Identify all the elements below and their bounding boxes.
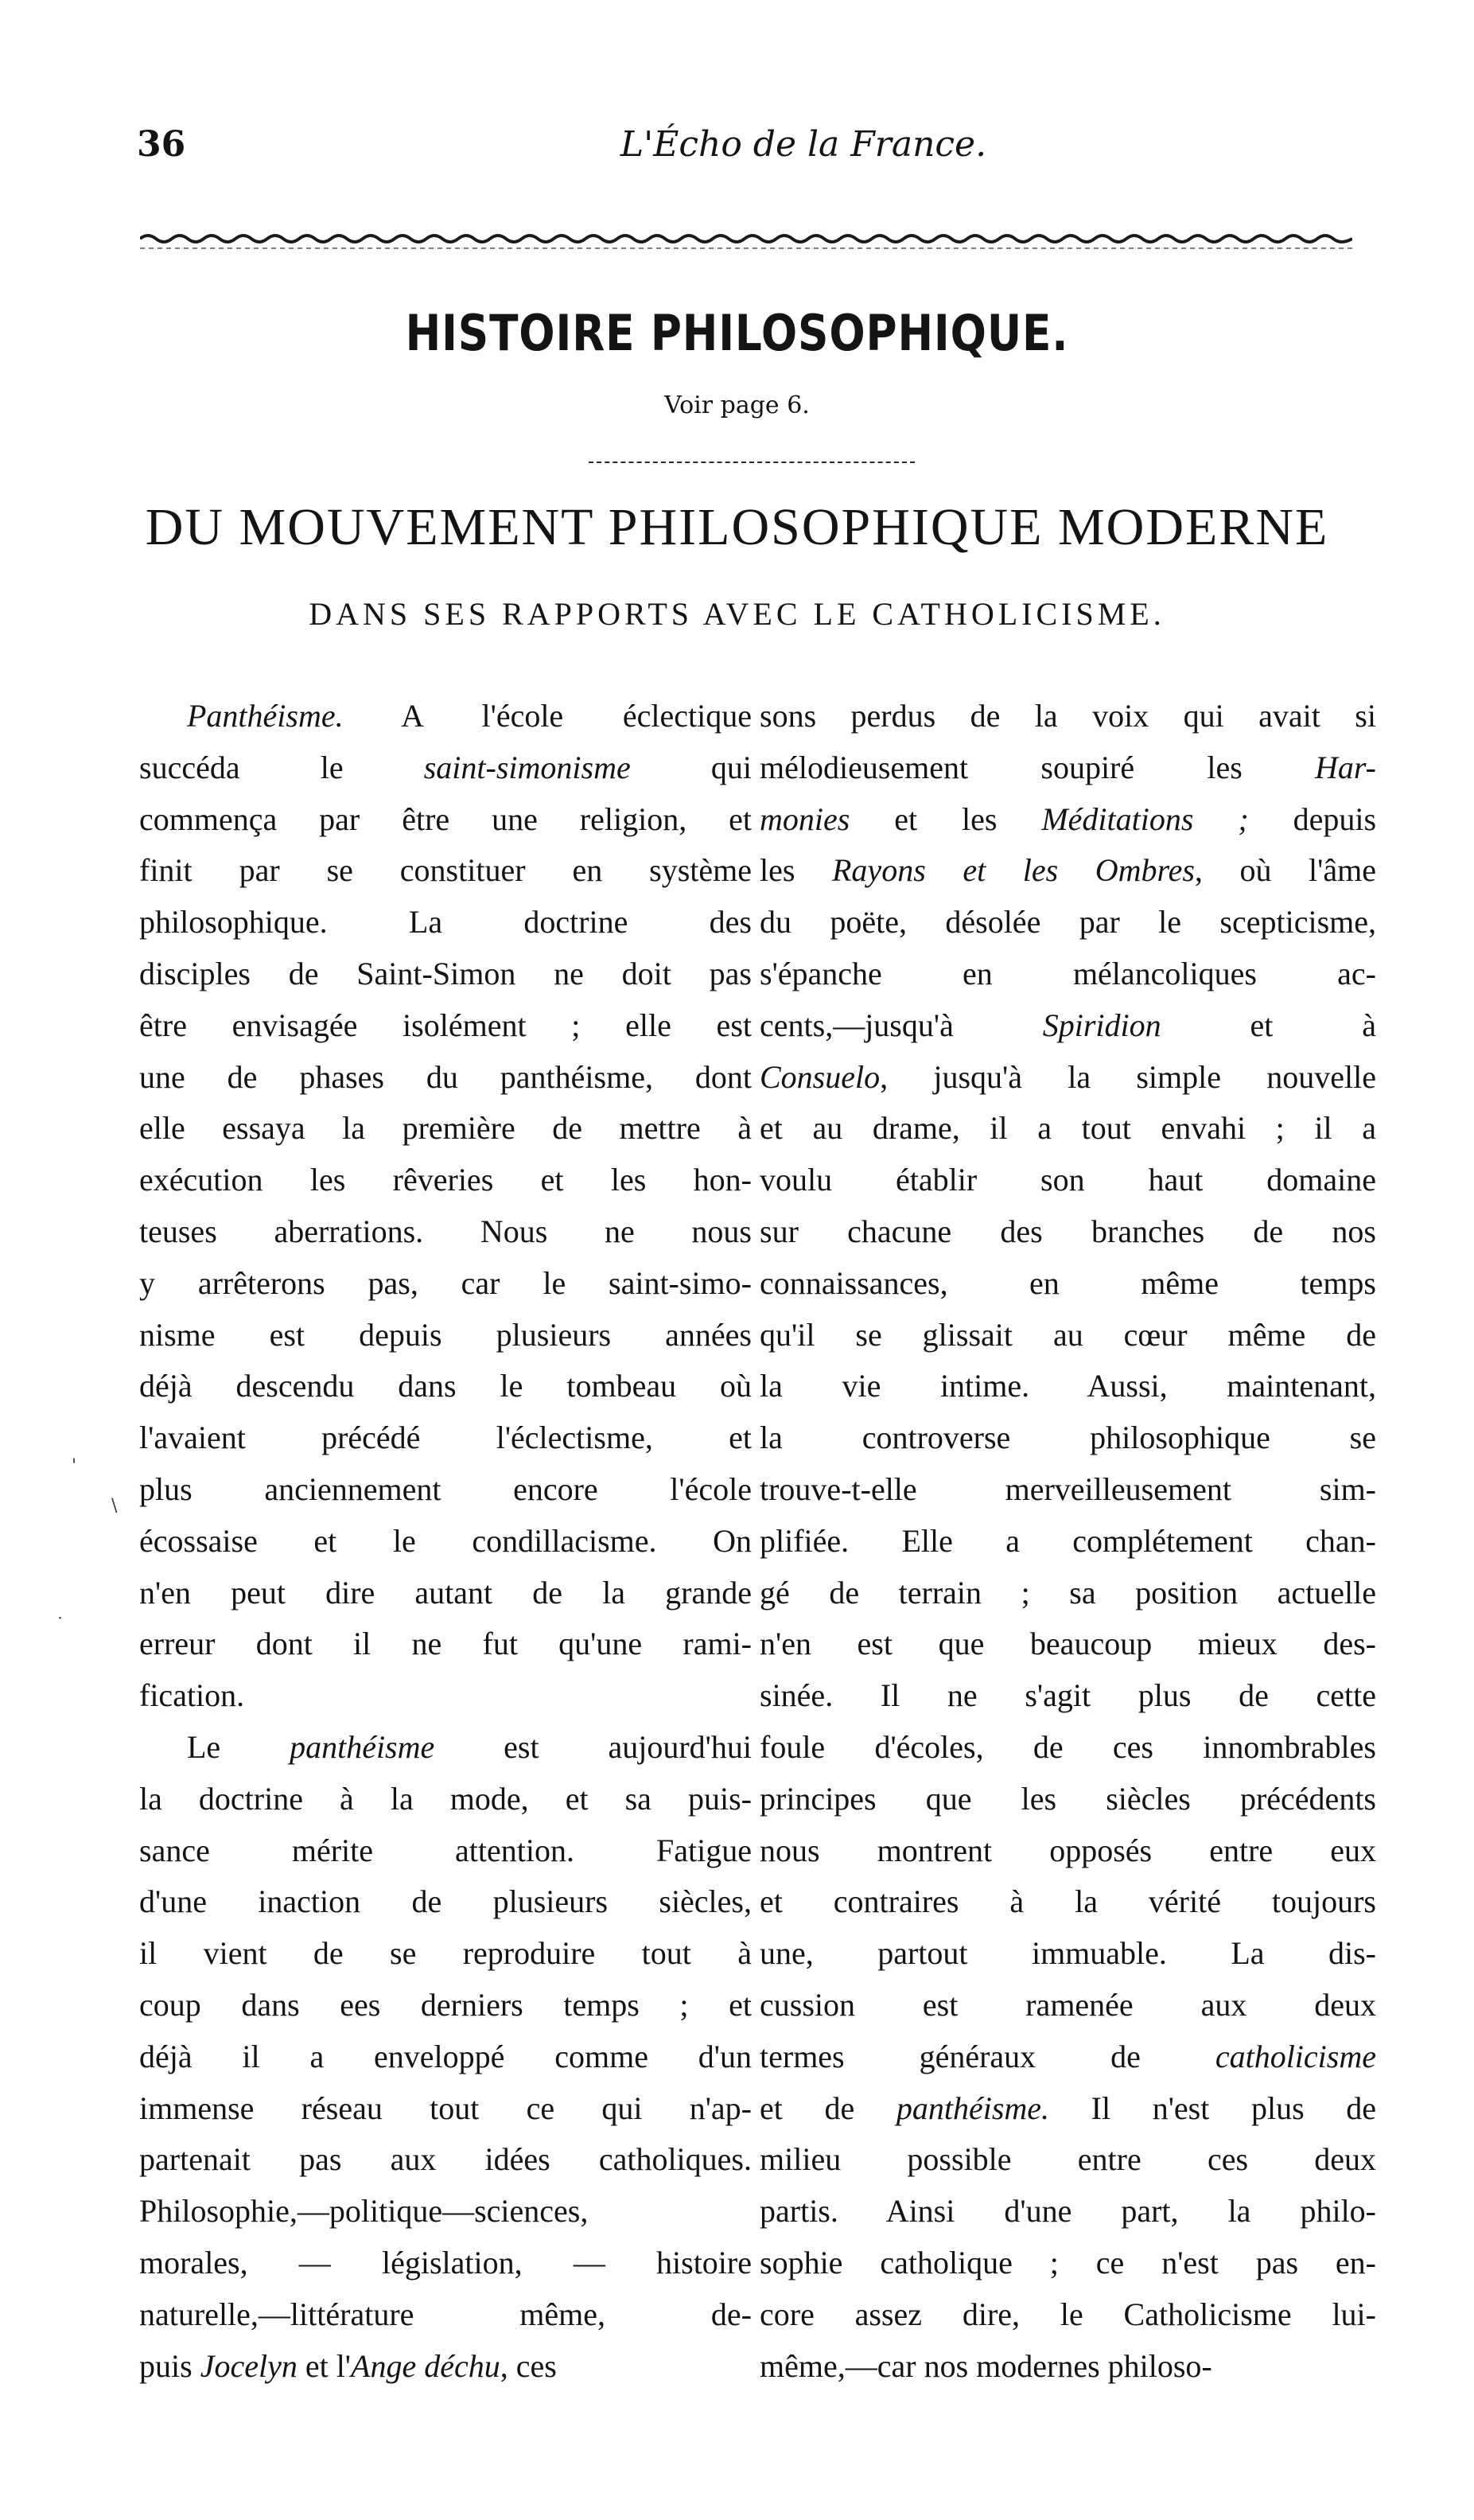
text-line: [139, 1052, 752, 1104]
text-line: [139, 1103, 752, 1155]
line-text: core assez dire, le Catholicisme lui-: [760, 2296, 1376, 2332]
line-text: une, partout immuable. La dis-: [760, 1935, 1376, 1972]
line-text: mélodieusement soupiré les: [760, 749, 1316, 785]
text-line: [139, 742, 752, 794]
article-title: DU MOUVEMENT PHILOSOPHIQUE MODERNE: [145, 498, 1329, 556]
line-text: teuses aberrations. Nous ne nous: [139, 1213, 752, 1249]
line-text: voulu établir son haut domaine: [760, 1162, 1376, 1198]
text-line: [760, 742, 1376, 794]
line-text: Le: [187, 1728, 290, 1765]
line-text: connaissances, en même temps: [760, 1264, 1376, 1301]
text-line: [760, 1980, 1376, 2031]
text-line: [760, 1928, 1376, 1980]
line-text: déjà descendu dans le tombeau où: [139, 1368, 752, 1404]
text-line: [139, 2031, 752, 2083]
line-text: sophie catholique ; ce n'est pas en-: [760, 2244, 1376, 2280]
ornamental-rule: [140, 228, 1352, 256]
text-line: [139, 1000, 752, 1052]
text-line: [139, 1412, 752, 1464]
line-text: la vie intime. Aussi, maintenant,: [760, 1368, 1376, 1404]
line-text: trouve-t-elle merveilleusement sim-: [760, 1470, 1376, 1507]
line-text: , jusqu'à la simple nouvelle: [880, 1058, 1376, 1095]
text-line: [139, 2289, 752, 2341]
line-text: nisme est depuis plusieurs années: [139, 1316, 752, 1353]
line-text: , où l'âme: [1194, 852, 1376, 889]
italic-text: Jocelyn: [200, 2347, 298, 2384]
line-text: succéda le: [139, 749, 424, 785]
right-column: [760, 691, 1376, 2392]
line-text: sur chacune des branches de nos: [760, 1213, 1376, 1249]
line-text: gé de terrain ; sa position actuelle: [760, 1574, 1376, 1611]
line-text: A l'école éclectique: [343, 698, 752, 734]
text-line: [760, 1722, 1376, 1774]
line-text: morales, — législation, — histoire: [139, 2244, 752, 2280]
page-number: 36: [137, 124, 186, 165]
text-line: [760, 1516, 1376, 1568]
text-line: [139, 1361, 752, 1412]
line-text: la controverse philosophique se: [760, 1420, 1376, 1456]
text-line: [760, 2289, 1376, 2341]
line-text: nous montrent opposés entre eux: [760, 1832, 1376, 1868]
text-line: [760, 2031, 1376, 2083]
stray-mark: ˙: [56, 1615, 64, 1635]
text-line: [139, 1670, 752, 1722]
line-text: coup dans ees derniers temps ; et: [139, 1986, 752, 2023]
text-line: [760, 1310, 1376, 1361]
stray-mark: ': [72, 1456, 77, 1476]
line-text: qui: [630, 749, 752, 785]
italic-text: panthéisme: [290, 1728, 435, 1765]
text-line: [760, 2238, 1376, 2289]
text-line: [760, 897, 1376, 948]
text-line: [139, 2238, 752, 2289]
line-text: qu'il se glissait au cœur même de: [760, 1316, 1376, 1353]
italic-text: Ange déchu: [351, 2347, 500, 2384]
text-line: [760, 1774, 1376, 1825]
line-text: du poëte, désolée par le scepticisme,: [760, 904, 1376, 941]
line-text: et au drame, il a tout envahi ; il a: [760, 1110, 1376, 1147]
text-line: [760, 1464, 1376, 1516]
line-text: même,—car nos modernes philoso-: [760, 2347, 1212, 2384]
text-line: [760, 1258, 1376, 1310]
text-line: [139, 1516, 752, 1568]
line-text: cents,—jusqu'à: [760, 1007, 1043, 1043]
line-text: d'une inaction de plusieurs siècles,: [139, 1883, 752, 1920]
line-text: sance mérite attention. Fatigue: [139, 1832, 752, 1868]
line-text: et les: [850, 800, 1042, 837]
text-line: [760, 1361, 1376, 1412]
text-line: [139, 845, 752, 897]
text-line: [139, 1980, 752, 2031]
line-text: elle essaya la première de mettre à: [139, 1110, 752, 1147]
line-text: milieu possible entre ces deux: [760, 2141, 1376, 2178]
text-line: [760, 1155, 1376, 1206]
line-text: philosophique. La doctrine des: [139, 904, 752, 941]
running-title: L'Écho de la France.: [620, 124, 987, 165]
line-text: est aujourd'hui: [434, 1728, 752, 1765]
line-text: puis: [139, 2347, 200, 2384]
text-line: [139, 2341, 752, 2393]
text-line: [760, 1670, 1376, 1722]
text-line: [139, 1722, 752, 1774]
text-line: [760, 1618, 1376, 1670]
text-line: [139, 1825, 752, 1877]
text-line: [760, 691, 1376, 742]
article-subtitle: DANS SES RAPPORTS AVEC LE CATHOLICISME.: [309, 596, 1165, 632]
line-text: écossaise et le condillacisme. On: [139, 1522, 752, 1559]
text-line: [760, 1825, 1376, 1877]
text-line: [139, 1876, 752, 1928]
text-line: [760, 845, 1376, 897]
line-text: foule d'écoles, de ces innombrables: [760, 1728, 1376, 1765]
line-text: la doctrine à la mode, et sa puis-: [139, 1780, 752, 1817]
line-text: exécution les rêveries et les hon-: [139, 1162, 752, 1198]
line-text: , ces: [500, 2347, 557, 2384]
text-line: [139, 1928, 752, 1980]
line-text: naturelle,—littérature même, de-: [139, 2296, 752, 2332]
text-line: [139, 1206, 752, 1258]
text-line: [139, 948, 752, 1000]
italic-text: Panthéisme.: [187, 698, 344, 734]
line-text: disciples de Saint-Simon ne doit pas: [139, 955, 752, 991]
text-line: [760, 1103, 1376, 1155]
italic-text: catholicisme: [1215, 2038, 1376, 2074]
text-line: [760, 2186, 1376, 2238]
text-line: [139, 2134, 752, 2186]
text-line: [760, 1876, 1376, 1928]
text-line: [139, 2083, 752, 2135]
left-column: [139, 691, 752, 2392]
text-line: [760, 948, 1376, 1000]
italic-text: Har-: [1315, 749, 1376, 785]
line-text: et à: [1161, 1007, 1377, 1043]
line-text: partis. Ainsi d'une part, la philo-: [760, 2193, 1376, 2230]
text-line: [760, 2341, 1376, 2393]
line-text: erreur dont il ne fut qu'une rami-: [139, 1626, 752, 1662]
text-line: [760, 1568, 1376, 1619]
italic-text: Rayons et les Ombres: [832, 852, 1195, 889]
text-line: [139, 2186, 752, 2238]
text-line: [139, 897, 752, 948]
italic-text: Méditations ;: [1041, 800, 1249, 837]
text-line: [760, 1000, 1376, 1052]
text-line: [139, 1258, 752, 1310]
line-text: plus anciennement encore l'école: [139, 1470, 752, 1507]
line-text: y arrêterons pas, car le saint-simo-: [139, 1264, 752, 1301]
line-text: n'en peut dire autant de la grande: [139, 1574, 752, 1611]
text-line: [760, 1206, 1376, 1258]
text-line: [760, 2134, 1376, 2186]
line-text: finit par se constituer en système: [139, 852, 752, 889]
italic-text: monies: [760, 800, 850, 837]
line-text: Philosophie,—politique—sciences,: [139, 2193, 589, 2230]
line-text: être envisagée isolément ; elle est: [139, 1007, 752, 1043]
italic-text: saint-simonisme: [423, 749, 631, 785]
italic-text: panthéisme.: [896, 2090, 1050, 2126]
italic-text: Spiridion: [1042, 1007, 1161, 1043]
text-line: [139, 691, 752, 742]
text-line: [139, 1568, 752, 1619]
line-text: et l': [297, 2347, 352, 2384]
line-text: et contraires à la vérité toujours: [760, 1883, 1376, 1920]
line-text: immense réseau tout ce qui n'ap-: [139, 2090, 752, 2126]
line-text: fication.: [139, 1677, 245, 1714]
line-text: s'épanche en mélancoliques ac-: [760, 955, 1376, 991]
line-text: il vient de se reproduire tout à: [139, 1935, 752, 1972]
divider: [589, 462, 915, 465]
line-text: déjà il a enveloppé comme d'un: [139, 2038, 752, 2074]
line-text: sons perdus de la voix qui avait si: [760, 698, 1376, 734]
see-page-note: Voir page 6.: [664, 391, 810, 419]
stray-mark: \: [111, 1496, 118, 1516]
text-line: [139, 794, 752, 846]
text-line: [760, 1052, 1376, 1104]
line-text: l'avaient précédé l'éclectisme, et: [139, 1420, 752, 1456]
text-line: [139, 1618, 752, 1670]
italic-text: Consuelo: [760, 1058, 881, 1095]
text-line: [760, 1412, 1376, 1464]
line-text: commença par être une religion, et: [139, 800, 752, 837]
text-line: [139, 1774, 752, 1825]
text-line: [139, 1155, 752, 1206]
text-line: [139, 1310, 752, 1361]
line-text: Il n'est plus de: [1049, 2090, 1377, 2126]
line-text: partenait pas aux idées catholiques.: [139, 2141, 752, 2178]
section-title: HISTOIRE PHILOSOPHIQUE.: [405, 304, 1069, 362]
text-line: [760, 794, 1376, 846]
line-text: sinée. Il ne s'agit plus de cette: [760, 1677, 1376, 1714]
line-text: depuis: [1248, 800, 1377, 837]
text-line: [139, 1464, 752, 1516]
line-text: une de phases du panthéisme, dont: [139, 1058, 752, 1095]
line-text: les: [760, 852, 832, 889]
line-text: cussion est ramenée aux deux: [760, 1986, 1376, 2023]
text-line: [760, 2083, 1376, 2135]
line-text: et de: [760, 2090, 896, 2126]
line-text: n'en est que beaucoup mieux des-: [760, 1626, 1376, 1662]
line-text: principes que les siècles précédents: [760, 1780, 1376, 1817]
line-text: plifiée. Elle a complétement chan-: [760, 1522, 1376, 1559]
line-text: termes généraux de: [760, 2038, 1215, 2074]
